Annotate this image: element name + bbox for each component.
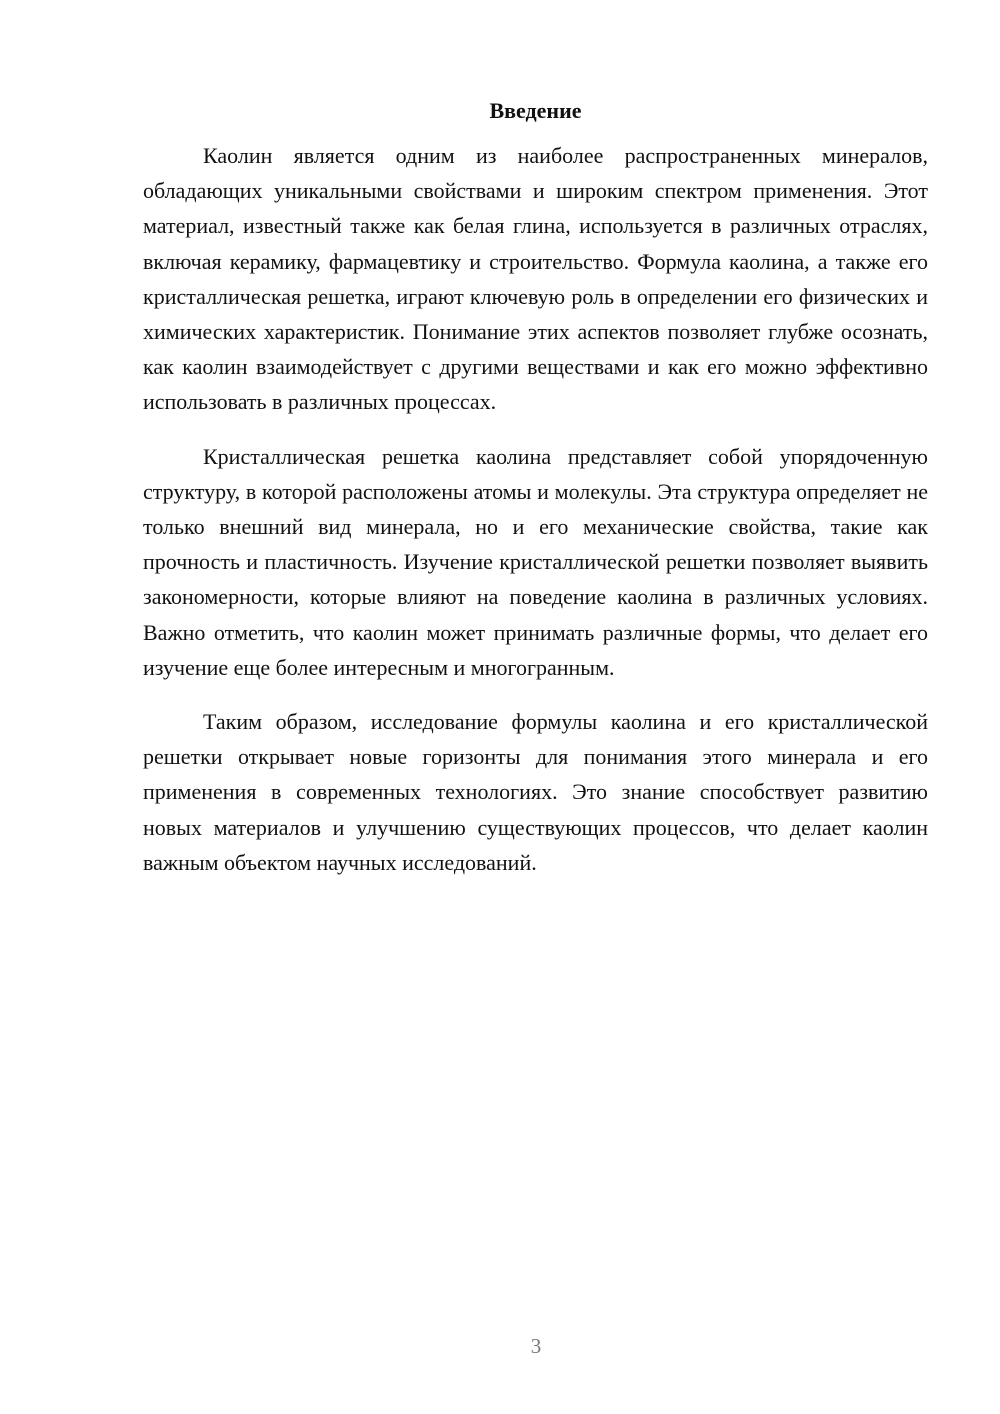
paragraph-2: Кристаллическая решетка каолина представляет собой упорядоченную структуру, в которой расположены атомы и молекулы. Эта структура определяет не только внешний вид минерала, но и его механические свойства, такие как прочность и пластичность. Изучение кристаллической решетки позволяет выявить закономерности, которые влияют на поведение каолина в различных условиях. Важно отметить, что каолин может принимать различные формы, что делает его изучение еще более интересным и многогранным. xyxy=(143,443,928,680)
page-number: 3 xyxy=(530,1334,542,1358)
page-content xyxy=(143,96,928,899)
section-heading: Введение xyxy=(489,98,582,123)
paragraph-1: Каолин является одним из наиболее распространенных минералов, обладающих уникальными свойствами и широким спектром применения. Этот материал, известный также как белая глина, используется в различных отраслях, включая керамику, фармацевтику и строительство. Формула каолина, а также его кристаллическая решетка, играют ключевую роль в определении его физических и химических характеристик. Понимание этих аспектов позволяет глубже осознать, как каолин взаимодействует с другими веществами и как его можно эффективно использовать в различных процессах. xyxy=(143,143,928,415)
paragraph-3: Таким образом, исследование формулы каолина и его кристаллической решетки открывает новые горизонты для понимания этого минерала и его применения в современных технологиях. Это знание способствует развитию новых материалов и улучшению существующих процессов, что делает каолин важным объектом научных исследований. xyxy=(143,709,928,875)
